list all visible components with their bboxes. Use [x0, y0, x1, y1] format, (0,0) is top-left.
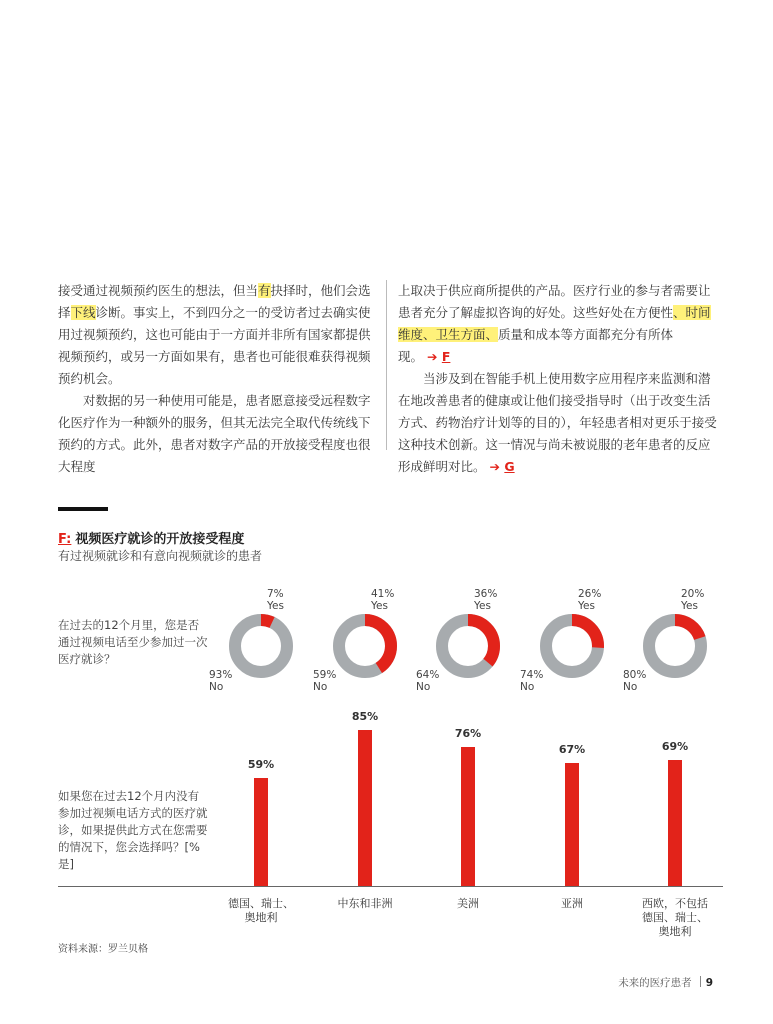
text-run: 诊断。事实上，不到四分之一的受访者过去确实使用过视频预约，这也可能由于一方面并非所有国家都提供视频预约，或另一方面如果有，患者也可能很难获得视频预约机会。: [58, 305, 371, 386]
category-label-line: 西欧，不包括: [642, 897, 708, 910]
donut-chart: [226, 611, 296, 681]
donut-yes-value: 36%: [474, 588, 498, 600]
category-label-line: 中东和非洲: [337, 897, 393, 910]
bar-value-label: 59%: [247, 758, 275, 772]
donut-yes-label: [371, 588, 394, 612]
donut-yes-text: Yes: [681, 600, 698, 612]
donut-no-text: No: [520, 681, 535, 693]
donut-yes-text: Yes: [371, 600, 388, 612]
text-run: 上取决于供应商所提供的产品。医疗行业的参与者需要让患者充分了解虚拟咨询的好处。这些好处在方便性: [398, 283, 711, 320]
figure-subtitle: 有过视频就诊和有意向视频就诊的患者: [58, 549, 263, 563]
page-footer: [618, 975, 713, 990]
bar-value-label: 67%: [558, 743, 586, 757]
bar-mark: [668, 760, 682, 886]
column-divider: [386, 280, 387, 450]
bar-chart-baseline: [58, 886, 723, 887]
donut-no-value: 64%: [416, 669, 440, 681]
bar-value-label: 69%: [661, 739, 689, 753]
question-2-label: 如果您在过去12个月内没有参加过视频电话方式的医疗就诊，如果提供此方式在您需要的情况下，您会选择吗？[% 是]: [58, 789, 208, 871]
category-label: [216, 897, 306, 925]
donut-no-value: 93%: [209, 669, 233, 681]
donut-no-label: [209, 669, 232, 693]
text-run: 质量和成本等方面都充分有所体现。: [398, 327, 674, 364]
donut-no-text: No: [313, 681, 328, 693]
body-paragraph: [398, 368, 720, 478]
donut-no-segment: [235, 620, 287, 672]
figure-title: [58, 528, 244, 547]
category-label-line: 奥地利: [658, 925, 692, 938]
figure-title-text: 视频医疗就诊的开放接受程度: [75, 532, 245, 547]
page-number: 9: [705, 977, 713, 989]
bar-mark: [254, 778, 268, 886]
figure-top-rule: [58, 507, 108, 511]
donut-chart: [640, 611, 710, 681]
bar-value-label: 85%: [351, 710, 379, 724]
figure-reference-link-f[interactable]: [427, 349, 450, 364]
figure-reference-letter: F: [441, 349, 451, 364]
donut-yes-value: 20%: [681, 588, 705, 600]
body-column-left: [58, 280, 380, 478]
donut-no-text: No: [623, 681, 638, 693]
donut-chart: [433, 611, 503, 681]
figure-tag: F:: [58, 532, 72, 547]
text-run: 抉择时，他们会选择: [58, 283, 371, 320]
bar-mark: [358, 730, 372, 886]
figure-reference-letter: G: [504, 459, 515, 474]
highlighted-text: 有: [258, 283, 271, 298]
donut-no-text: No: [416, 681, 431, 693]
category-label: [630, 897, 720, 939]
bar-mark: [461, 747, 475, 886]
question-1-label: 在过去的12个月里，您是否通过视频电话至少参加过一次医疗就诊？: [58, 618, 208, 666]
category-label-line: 德国、瑞士、: [228, 897, 294, 910]
highlighted-text: 、时间维度、卫生方面、: [398, 305, 711, 342]
donut-no-label: [623, 669, 646, 693]
donut-no-label: [416, 669, 439, 693]
donut-no-value: 74%: [520, 669, 544, 681]
category-label-line: 亚洲: [561, 897, 583, 910]
category-label-line: 德国、瑞士、: [642, 911, 708, 924]
donut-no-value: 80%: [623, 669, 647, 681]
donut-no-text: No: [209, 681, 224, 693]
donut-yes-label: [267, 588, 284, 612]
text-run: 接受通过视频预约医生的想法，但当: [58, 283, 259, 298]
body-paragraph: [398, 280, 720, 368]
donut-yes-label: [681, 588, 704, 612]
bar-mark: [565, 763, 579, 886]
donut-yes-label: [578, 588, 601, 612]
donut-yes-value: 41%: [371, 588, 395, 600]
body-column-right: [398, 280, 720, 478]
footer-title: 未来的医疗患者: [618, 977, 692, 989]
source-note: 资料来源：罗兰贝格: [58, 944, 148, 955]
donut-no-label: [520, 669, 543, 693]
donut-yes-text: Yes: [578, 600, 595, 612]
bar-value-label: 76%: [454, 726, 482, 740]
donut-no-value: 59%: [313, 669, 337, 681]
footer-separator: [700, 976, 701, 987]
body-paragraph: 对数据的另一种使用可能是，患者愿意接受远程数字化医疗作为一种额外的服务，但其无法完全取代传统线下预约的方式。此外，患者对数字产品的开放接受程度也很大程度: [58, 393, 371, 474]
donut-yes-text: Yes: [474, 600, 491, 612]
category-label: [320, 897, 410, 911]
text-run: 当涉及到在智能手机上使用数字应用程序来监测和潜在地改善患者的健康或让他们接受指导时（出于改变生活方式、药物治疗计划等的目的），年轻患者相对更乐于接受这种技术创新。这一情况与尚未被说服的老年患者的反应形成鲜明对比。: [398, 371, 717, 474]
category-label-line: 美洲: [457, 897, 479, 910]
donut-chart: [330, 611, 400, 681]
donut-chart: [537, 611, 607, 681]
donut-yes-value: 7%: [267, 588, 284, 600]
donut-yes-label: [474, 588, 497, 612]
highlighted-text: 下线: [70, 305, 96, 320]
donut-yes-value: 26%: [578, 588, 602, 600]
category-label: [527, 897, 617, 911]
category-label: [423, 897, 513, 911]
donut-yes-text: Yes: [267, 600, 284, 612]
arrow-right-icon: ➔: [489, 459, 500, 474]
donut-no-label: [313, 669, 336, 693]
body-paragraph: [58, 280, 380, 390]
category-label-line: 奥地利: [244, 911, 278, 924]
figure-reference-link-g[interactable]: [490, 459, 515, 474]
arrow-right-icon: ➔: [427, 349, 438, 364]
